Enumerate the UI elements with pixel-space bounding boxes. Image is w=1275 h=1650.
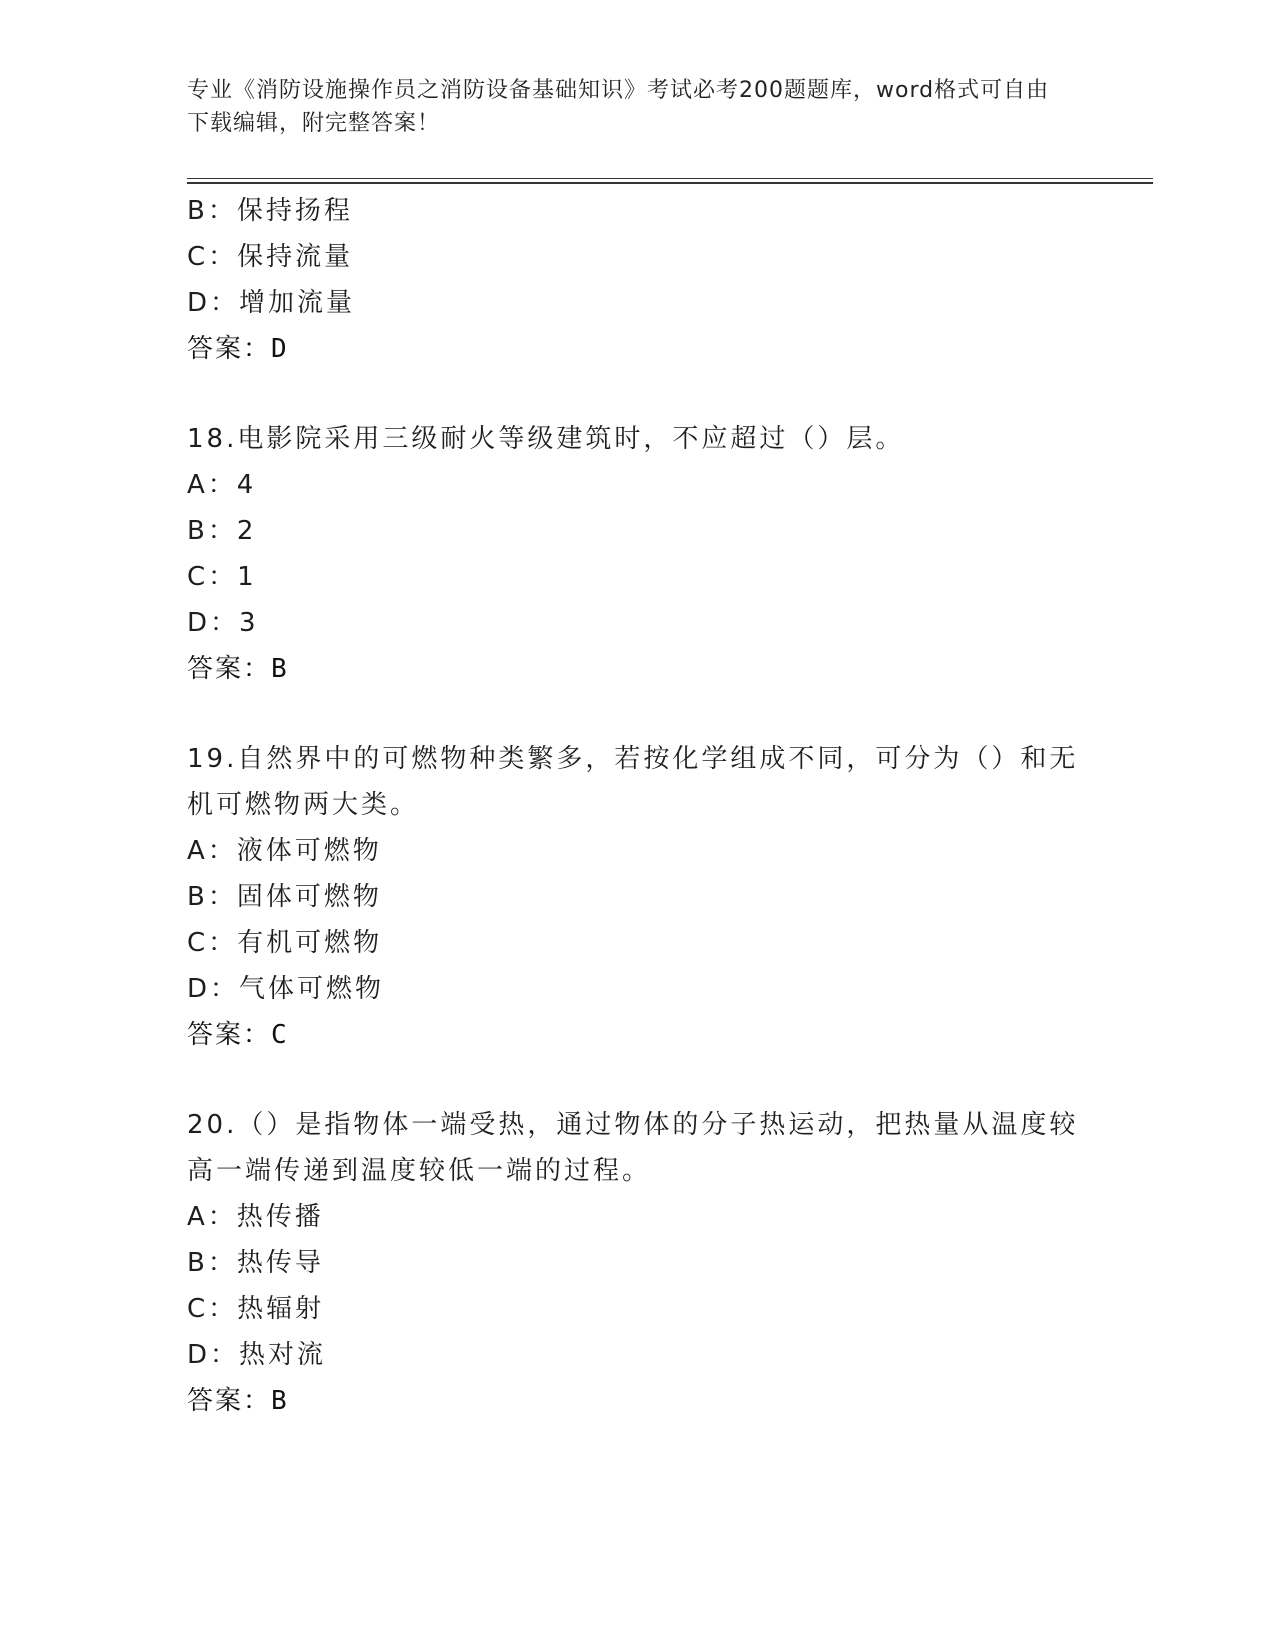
question-list	[187, 188, 1087, 1424]
answer-label: 答案：	[187, 654, 272, 684]
question-18	[187, 416, 1087, 692]
option-text: 固体可燃物	[236, 882, 382, 912]
option-text: 4	[236, 470, 257, 500]
option-letter: D：	[187, 288, 240, 318]
option-d	[187, 280, 1087, 326]
answer-line	[187, 1012, 1087, 1058]
spacer	[187, 1058, 1087, 1102]
option-b	[187, 874, 1087, 920]
option-text: 热传导	[236, 1248, 324, 1278]
option-d	[187, 966, 1087, 1012]
option-b	[187, 508, 1087, 554]
option-c	[187, 234, 1087, 280]
spacer	[187, 372, 1087, 416]
option-letter: C：	[187, 562, 238, 592]
option-d	[187, 1332, 1087, 1378]
option-text: 保持扬程	[236, 196, 353, 226]
option-letter: C：	[187, 928, 238, 958]
answer-label: 答案：	[187, 334, 272, 364]
option-b	[187, 188, 1087, 234]
answer-value: B	[271, 1386, 289, 1416]
option-c	[187, 920, 1087, 966]
option-letter: A：	[187, 836, 237, 866]
answer-line	[187, 646, 1087, 692]
question-stem: 20.（）是指物体一端受热，通过物体的分子热运动，把热量从温度较高一端传递到温度较低一端的过程。	[187, 1110, 1079, 1186]
option-text: 2	[236, 516, 257, 546]
option-letter: D：	[187, 974, 240, 1004]
option-letter: B：	[187, 1248, 237, 1278]
option-text: 保持流量	[237, 242, 354, 272]
header-rule-thin	[187, 178, 1153, 179]
answer-value: C	[271, 1020, 289, 1050]
option-letter: D：	[187, 608, 240, 638]
option-letter: C：	[187, 242, 238, 272]
option-c	[187, 554, 1087, 600]
option-letter: C：	[187, 1294, 238, 1324]
option-text: 热辐射	[237, 1294, 325, 1324]
option-d	[187, 600, 1087, 646]
answer-value: D	[271, 334, 289, 364]
option-text: 3	[239, 608, 259, 638]
question-stem: 19.自然界中的可燃物种类繁多，若按化学组成不同，可分为（）和无机可燃物两大类。	[187, 744, 1079, 820]
answer-value: B	[271, 654, 289, 684]
option-text: 气体可燃物	[239, 974, 385, 1004]
option-letter: A：	[187, 470, 237, 500]
option-text: 液体可燃物	[236, 836, 382, 866]
document-header: 专业《消防设施操作员之消防设备基础知识》考试必考200题题库，word格式可自由下载编辑，附完整答案！	[187, 78, 1050, 136]
option-c	[187, 1286, 1087, 1332]
option-text: 热传播	[236, 1202, 324, 1232]
answer-line	[187, 326, 1087, 372]
option-a	[187, 1194, 1087, 1240]
answer-label: 答案：	[187, 1020, 272, 1050]
header-rule-thick	[187, 182, 1153, 184]
option-a	[187, 462, 1087, 508]
question-19	[187, 736, 1087, 1058]
question-20	[187, 1102, 1087, 1424]
option-text: 有机可燃物	[237, 928, 383, 958]
option-text: 增加流量	[239, 288, 356, 318]
question-17-tail	[187, 188, 1087, 372]
spacer	[187, 692, 1087, 736]
option-letter: B：	[187, 882, 237, 912]
option-b	[187, 1240, 1087, 1286]
option-letter: B：	[187, 196, 237, 226]
option-a	[187, 828, 1087, 874]
option-letter: A：	[187, 1202, 237, 1232]
option-letter: D：	[187, 1340, 240, 1370]
answer-line	[187, 1378, 1087, 1424]
option-text: 热对流	[239, 1340, 327, 1370]
question-stem: 18.电影院采用三级耐火等级建筑时，不应超过（）层。	[187, 424, 905, 454]
answer-label: 答案：	[187, 1386, 272, 1416]
option-letter: B：	[187, 516, 237, 546]
option-text: 1	[237, 562, 257, 592]
